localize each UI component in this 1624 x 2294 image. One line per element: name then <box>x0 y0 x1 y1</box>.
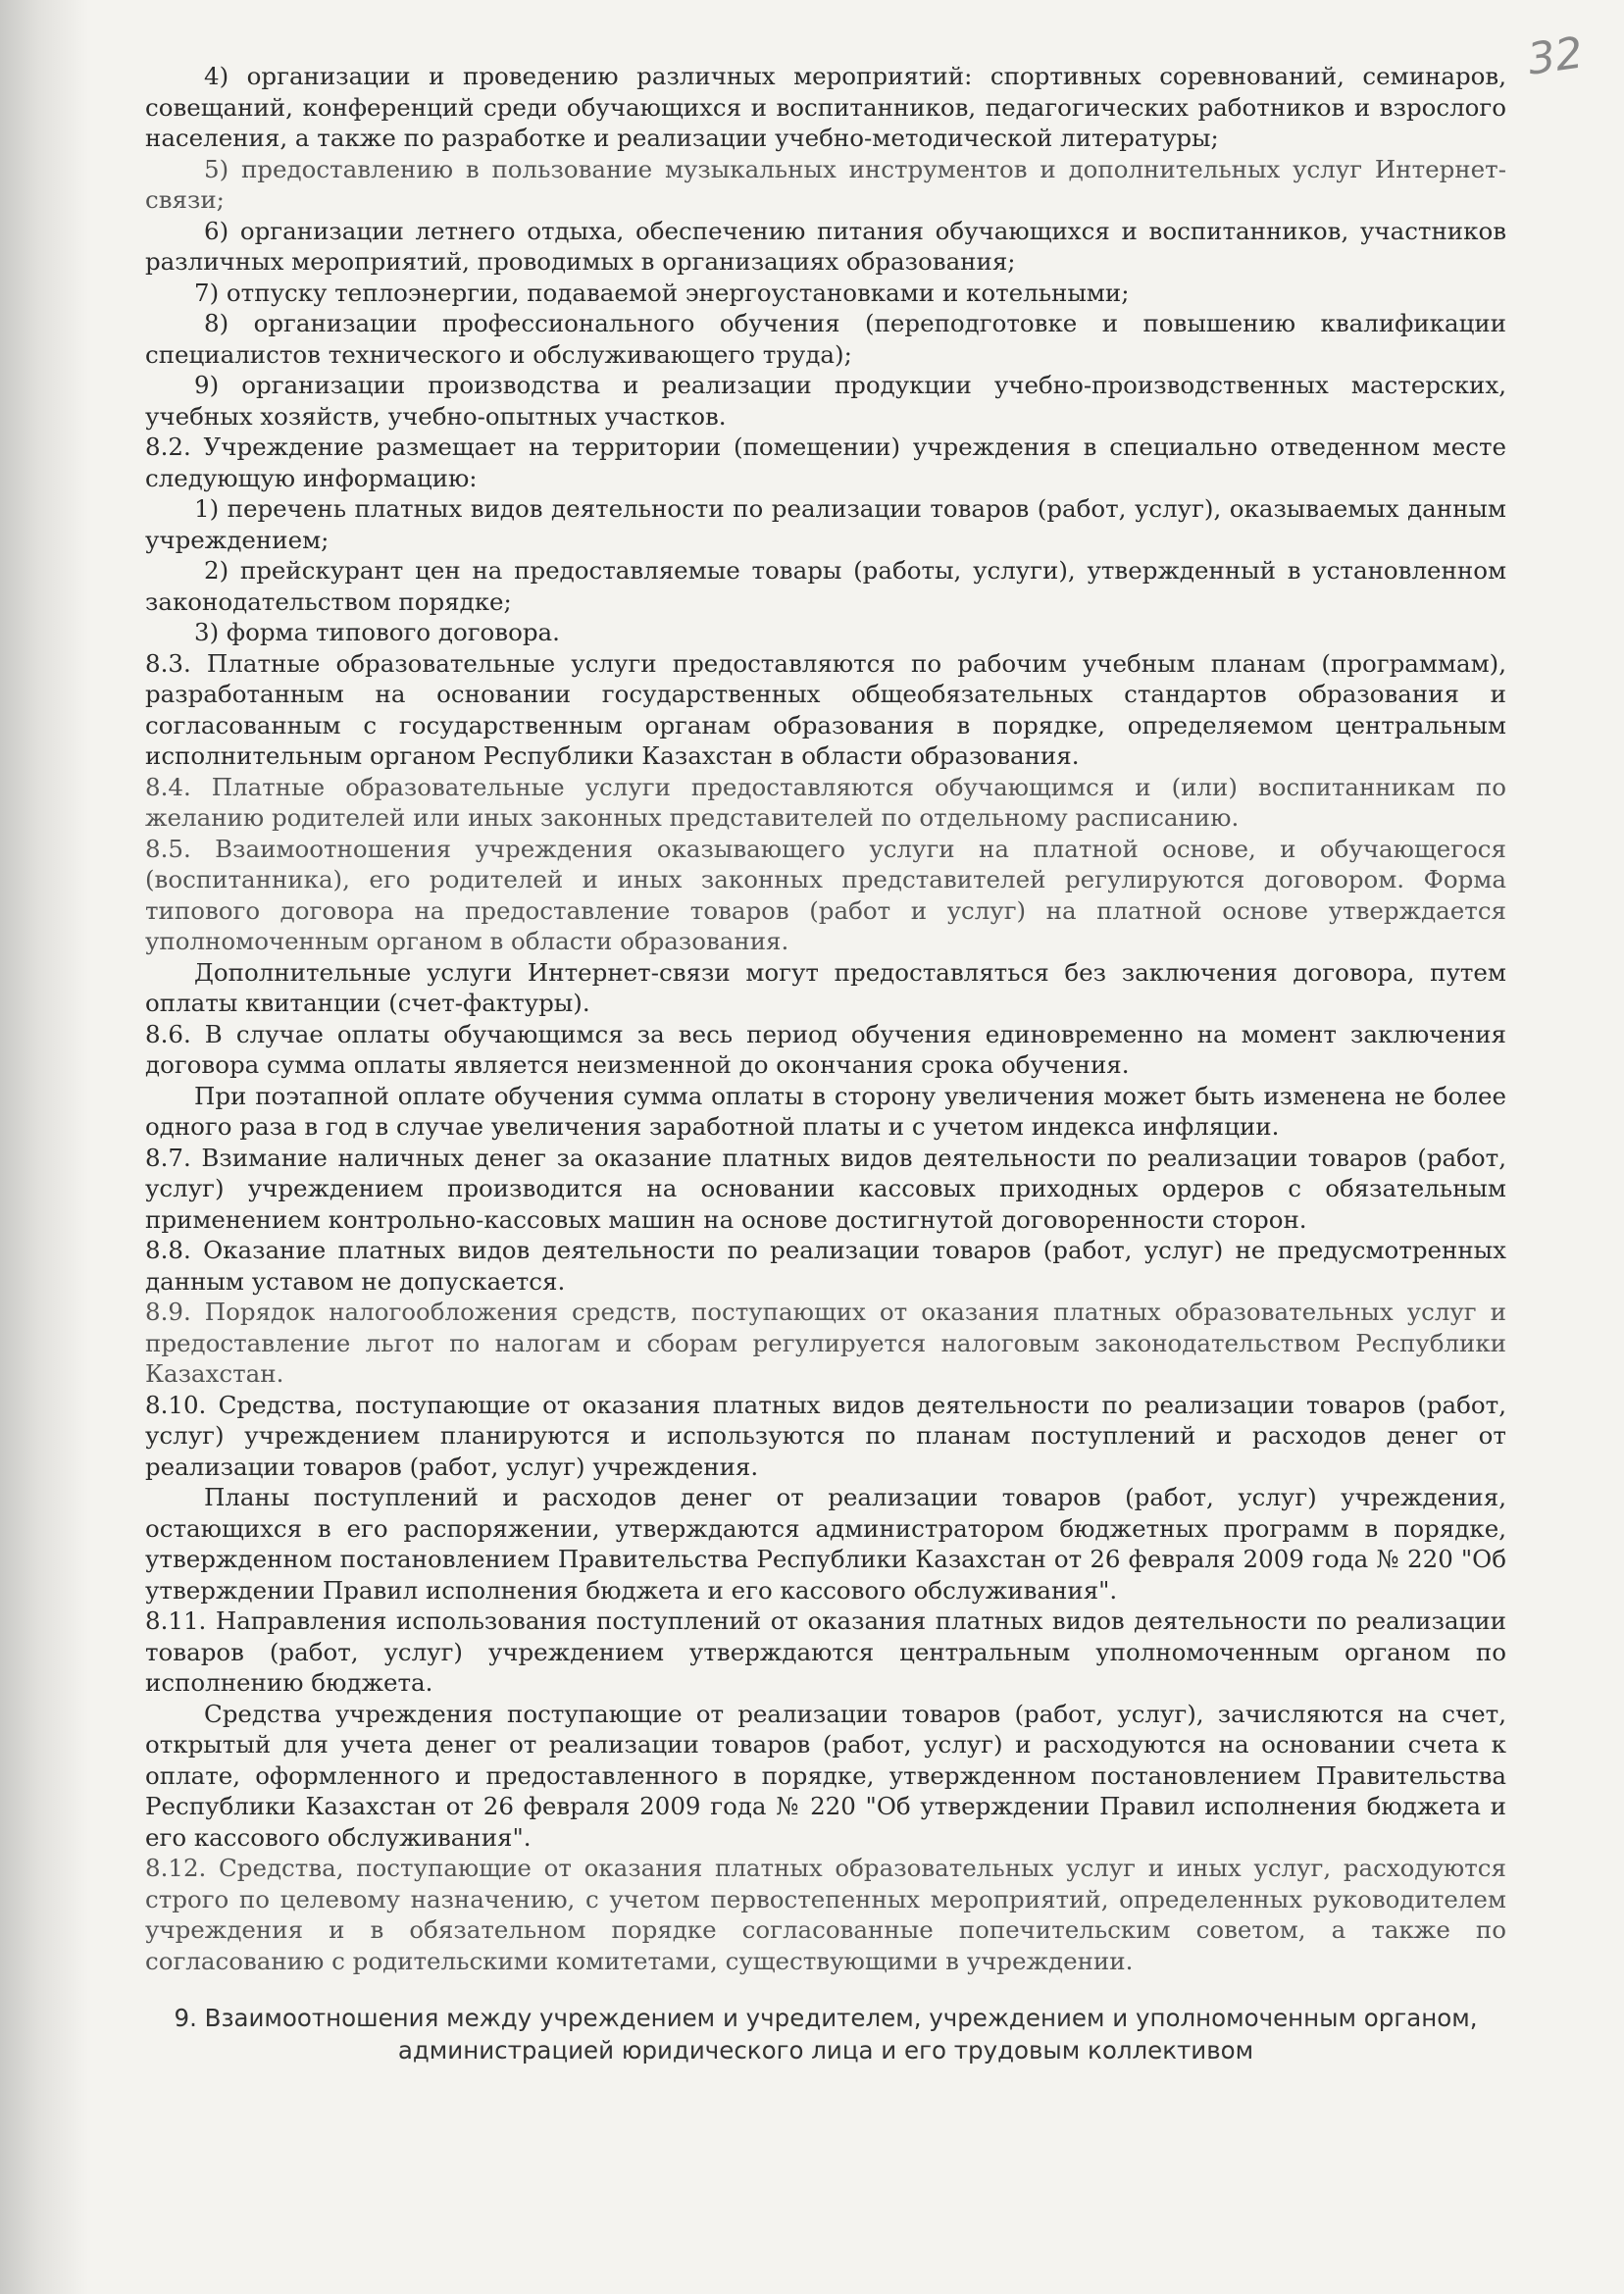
clause-8-6: 8.6. В случае оплаты обучающимся за весь период обучения единовременно на момент заключения договора сумма оплаты является неизменной до окончания срока обучения. <box>145 1019 1506 1079</box>
paragraph-7: 7) отпуску теплоэнергии, подаваемой энергоустановками и котельными; <box>194 278 1130 307</box>
document-body <box>145 61 1506 2066</box>
scan-shadow <box>0 0 88 2294</box>
clause-8-2-item-3: 3) форма типового договора. <box>194 618 560 646</box>
clause-8-2-item-2: 2) прейскурант цен на предоставляемые товары (работы, услуги), утвержденный в установленном законодательством порядке; <box>145 556 1506 616</box>
clause-8-8: 8.8. Оказание платных видов деятельности по реализации товаров (работ, услуг) не предусмотренных данным уставом не допускается. <box>145 1236 1506 1296</box>
paragraph-5: 5) предоставлению в пользование музыкальных инструментов и дополнительных услуг Интернет-связи; <box>145 154 1506 214</box>
page-number: 32 <box>1524 27 1587 85</box>
clause-8-10-plans: Планы поступлений и расходов денег от реализации товаров (работ, услуг) учреждения, остающихся в его распоряжении, утверждаются администратором бюджетных программ в порядке, утвержденном постановлением Правительства Республики Казахстан от 26 февраля 2009 года № 220 "Об утверждении Правил исполнения бюджета и его кассового обслуживания". <box>145 1483 1506 1605</box>
clause-8-7: 8.7. Взимание наличных денег за оказание платных видов деятельности по реализации товаров (работ, услуг) учреждением производится на основании кассовых приходных ордеров с обязательным применением контрольно-кассовых машин на основе достигнутой договоренности сторон. <box>145 1143 1506 1234</box>
clause-8-5-internet: Дополнительные услуги Интернет-связи могут предоставляться без заключения договора, путем оплаты квитанции (счет-фактуры). <box>145 957 1506 1017</box>
paragraph-4: 4) организации и проведению различных мероприятий: спортивных соревнований, семинаров, совещаний, конференций среди обучающихся и воспитанников, педагогических работников и взрослого населения, а также по разработке и реализации учебно-методической литературы; <box>145 62 1506 152</box>
clause-8-11: 8.11. Направления использования поступлений от оказания платных видов деятельности по реализации товаров (работ, услуг) учреждением утверждаются центральным уполномоченным органом по исполнению бюджета. <box>145 1606 1506 1697</box>
clause-8-11-funds: Средства учреждения поступающие от реализации товаров (работ, услуг), зачисляются на счет, открытый для учета денег от реализации товаров (работ, услуг) и расходуются на основании счета к оплате, оформленного и предоставленного в порядке, утвержденном постановлением Правительства Республики Казахстан от 26 февраля 2009 года № 220 "Об утверждении Правил исполнения бюджета и его кассового обслуживания". <box>145 1699 1506 1852</box>
clause-8-12: 8.12. Средства, поступающие от оказания платных образовательных услуг и иных услуг, расходуются строго по целевому назначению, с учетом первостепенных мероприятий, определенных руководителем учреждения и в обязательном порядке согласованные попечительским советом, а также по согласованию с родительскими комитетами, существующими в учреждении. <box>145 1854 1506 1975</box>
clause-8-3: 8.3. Платные образовательные услуги предоставляются по рабочим учебным планам (программам), разработанным на основании государственных общеобязательных стандартов образования и согласованным с государственным органам образования в порядке, определяемом центральным исполнительным органом Республики Казахстан в области образования. <box>145 648 1506 770</box>
clause-8-10: 8.10. Средства, поступающие от оказания платных видов деятельности по реализации товаров (работ, услуг) учреждением планируются и используются по планам поступлений и расходов денег от реализации товаров (работ, услуг) учреждения. <box>145 1390 1506 1481</box>
clause-8-9: 8.9. Порядок налогообложения средств, поступающих от оказания платных образовательных услуг и предоставление льгот по налогам и сборам регулируется налоговым законодательством Республики Казахстан. <box>145 1298 1506 1388</box>
section-9-heading: 9. Взаимоотношения между учреждением и учредителем, учреждением и уполномоченным органом, администрацией юридического лица и его трудовым коллективом <box>174 2004 1478 2065</box>
clause-8-2-item-1: 1) перечень платных видов деятельности по реализации товаров (работ, услуг), оказываемых данным учреждением; <box>145 494 1506 554</box>
clause-8-6-staged: При поэтапной оплате обучения сумма оплаты в сторону увеличения может быть изменена не более одного раза в год в случае увеличения заработной платы и с учетом индекса инфляции. <box>145 1081 1506 1141</box>
paragraph-9: 9) организации производства и реализации продукции учебно-производственных мастерских, учебных хозяйств, учебно-опытных участков. <box>145 371 1506 431</box>
clause-8-5: 8.5. Взаимоотношения учреждения оказывающего услуги на платной основе, и обучающегося (воспитанника), его родителей и иных законных представителей регулируются договором. Форма типового договора на предоставление товаров (работ и услуг) на платной основе утверждается уполномоченным органом в области образования. <box>145 834 1506 955</box>
clause-8-2: 8.2. Учреждение размещает на территории (помещении) учреждения в специально отведенном месте следующую информацию: <box>145 433 1506 492</box>
clause-8-4: 8.4. Платные образовательные услуги предоставляются обучающимся и (или) воспитанникам по желанию родителей или иных законных представителей по отдельному расписанию. <box>145 772 1506 832</box>
paragraph-6: 6) организации летнего отдыха, обеспечению питания обучающихся и воспитанников, участников различных мероприятий, проводимых в организациях образования; <box>145 216 1506 276</box>
paragraph-8: 8) организации профессионального обучения (переподготовке и повышению квалификации специалистов технического и обслуживающего труда); <box>145 309 1506 369</box>
